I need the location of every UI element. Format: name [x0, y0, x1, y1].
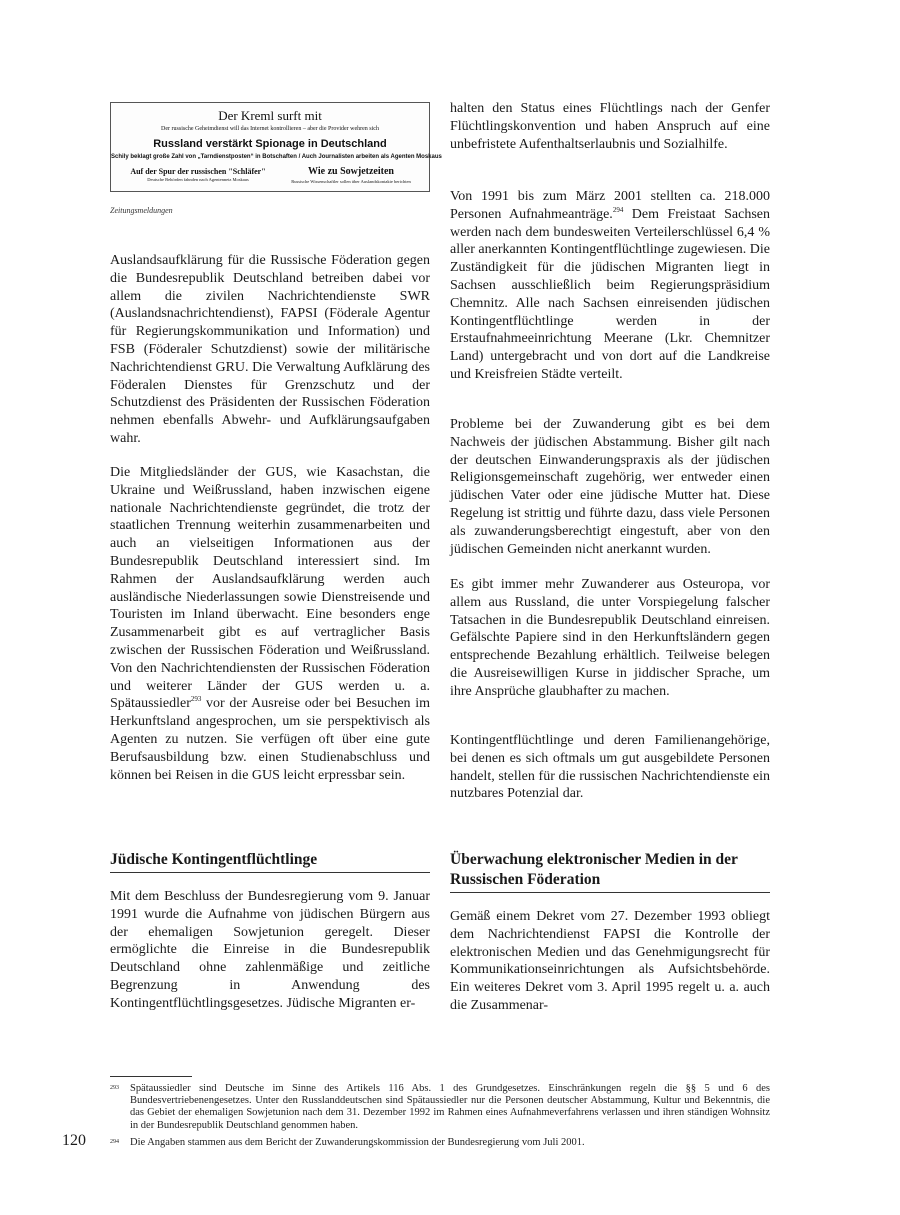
- clipping-subline: Russische Wissenschaftler sollen über Auslandskontakte berichten: [291, 179, 411, 184]
- clipping-subline: Schily beklagt große Zahl von „Tarndienstposten“ in Botschaften / Auch Journalisten arbeiten als Agenten Moskaus: [111, 154, 442, 160]
- footnote-divider: [110, 1076, 192, 1077]
- clipping-headline: Auf der Spur der russischen "Schläfer": [130, 167, 266, 176]
- footnote: [110, 1137, 770, 1149]
- newspaper-clipping-image: [110, 102, 442, 192]
- paragraph-text: vor der Ausreise oder bei Besuchen im Herkunftsland angesprochen, um sie perspektivisch als Agenten zu nutzen. Sie verfügen oft über eine gute Berufsausbildung bzw. einen Studienabschluss und können bei Reisen in die GUS leicht erpressbar sein.: [110, 696, 430, 783]
- footnote-number: 294: [110, 1139, 119, 1145]
- footnote-text: Die Angaben stammen aus dem Bericht der Zuwanderungskommission der Bundesregierung vom Juli 2001.: [130, 1137, 585, 1148]
- body-paragraph: Kontingentflüchtlinge und deren Familienangehörige, bei denen es sich oftmals um gut ausgebildete Personen handelt, stellen für die russischen Nachrichtendienste ein nutzbares Potenzial dar.: [450, 733, 770, 802]
- clipping-headline: Der Kreml surft mit: [218, 108, 322, 123]
- clipping-headline: Russland verstärkt Spionage in Deutschland: [153, 138, 387, 150]
- body-paragraph: [450, 188, 770, 384]
- body-paragraph: halten den Status eines Flüchtlings nach der Genfer Flüchtlingskonvention und haben Anspruch auf eine unbefristete Aufenthaltserlaubnis und Sozialhilfe.: [450, 101, 770, 152]
- body-paragraph: Gemäß einem Dekret vom 27. Dezember 1993 obliegt dem Nachrichtendienst FAPSI die Kontrolle der elektronischen Medien und das Genehmigungsrecht für Kommunikationseinrichtungen als Aufsichtsbehörde. Ein weiteres Dekret vom 3. April 1995 regelt u. a. auch die Zusammenar-: [450, 909, 770, 1013]
- section-heading: Überwachung elektronischer Medien in der Russischen Föderation: [450, 850, 770, 893]
- footnote-ref: 294: [612, 205, 624, 214]
- figure-caption: Zeitungsmeldungen: [110, 206, 173, 215]
- paragraph-text: Von 1991 bis zum März 2001 stellten ca. 218.000 Personen Aufnahmeanträge.: [450, 189, 770, 222]
- footnote-text: Spätaussiedler sind Deutsche im Sinne des Artikels 116 Abs. 1 des Grundgesetzes. Einschränkungen regeln die §§ 5 und 6 des Bundesvertriebenengesetzes. Unter den Russlanddeutschen sind Spätaussiedler nur die Personen deutscher Abstammung, Kultur und Bekenntnis, die das Gebiet der ehemaligen Sowjetunion nach dem 31. Dezember 1992 im Rahmen eines Aufnahmeverfahrens verlassen und ihren ständigen Wohnsitz in der Bundesrepublik Deutschland genommen haben.: [130, 1083, 770, 1131]
- footnote: [110, 1083, 770, 1132]
- page-number: 120: [62, 1132, 86, 1149]
- paragraph-text: Dem Freistaat Sachsen werden nach dem bundesweiten Verteilerschlüssel 6,4 % aller anerkannten Kontingentflüchtlinge zugewiesen. Die Zuständigkeit für die jüdischen Migranten liegt in Sachsen ausschließlich beim Regierungspräsidium Chemnitz. Alle nach Sachsen einreisenden jüdischen Kontingentflüchtlinge werden in der Erstaufnahmeeinrichtung Meerane (Lkr. Chemnitzer Land) untergebracht und von dort auf die Landkreise und Kreisfreien Städte verteilt.: [450, 206, 771, 382]
- clipping-subline: Deutsche Behörden fahnden nach Agentennetz Moskaus: [147, 177, 249, 182]
- clipping-subline: Der russische Geheimdienst will das Internet kontrollieren – aber die Provider wehren sich: [161, 126, 379, 132]
- footnote-number: 293: [110, 1085, 119, 1091]
- paragraph-text: Die Mitgliedsländer der GUS, wie Kasachstan, die Ukraine und Weißrussland, haben inzwischen eigene nationale Nachrichtendienste gegründet, die trotz der staatlichen Trennung weiterhin zusammenarbeiten und auch an vielseitigen Informationen aus der Bundesrepublik Deutschland interessiert sind. Im Rahmen der Auslandsaufklärung werden auch ausländische Niederlassungen sowie Dienstreisende und Touristen im Inland überwacht. Eine besonders enge Zusammenarbeit gibt es auf vertraglicher Basis zwischen der Russischen Föderation und Weißrussland. Von den Nachrichtendiensten der Russischen Föderation und weiterer Länder der GUS werden u. a. Spätaussiedler: [110, 465, 430, 712]
- body-paragraph: Es gibt immer mehr Zuwanderer aus Osteuropa, vor allem aus Russland, die unter Vorspiegelung falscher Tatsachen in die Bundesrepublik Deutschland einreisen. Gefälschte Papiere sind in den Herkunftsländern gegen entsprechende Bezahlung erhältlich. Teilweise belegen die Ausreisewilligen Kurse in jiddischer Sprache, um ihre Ansprüche glaubhafter zu machen.: [450, 577, 770, 699]
- body-paragraph: Mit dem Beschluss der Bundesregierung vom 9. Januar 1991 wurde die Aufnahme von jüdischen Bürgern aus der ehemaligen Sowjetunion geregelt. Dieser ermöglichte die Einreise in die Bundesrepublik Deutschland ohne zahlenmäßige und zeitliche Begrenzung in Anwendung des Kontingentflüchtlingsgesetzes. Jüdische Migranten er-: [110, 889, 430, 1011]
- clipping-headline: Wie zu Sowjetzeiten: [308, 166, 394, 177]
- body-paragraph: Probleme bei der Zuwanderung gibt es bei dem Nachweis der jüdischen Abstammung. Bisher gilt nach der deutschen Einwanderungspraxis als der jüdischen Religionsgemeinschaft zugehörig, wer entweder einen jüdischen Vater oder eine jüdische Mutter hat. Diese Regelung ist strittig und führte dazu, dass viele Personen als zuwanderungsberechtigt eingestuft, aber von den jüdischen Gemeinden nicht anerkannt wurden.: [450, 417, 770, 557]
- section-heading: Jüdische Kontingentflüchtlinge: [110, 850, 430, 873]
- body-paragraph: Auslandsaufklärung für die Russische Föderation gegen die Bundesrepublik Deutschland betreiben dabei vor allem die zivilen Nachrichtendienste SWR (Auslandsnachrichtendienst), FAPSI (Föderale Agentur für Regierungskommunikation und Information) und FSB (Föderaler Schutzdienst) sowie der militärische Nachrichtendienst GRU. Die Verwaltung Aufklärung des Föderalen Dienstes für Grenzschutz und der Schutzdienst des Präsidenten der Russischen Föderation nehmen ebenfalls Abwehr- und Aufklärungsaufgaben wahr.: [110, 253, 430, 446]
- footnote-ref: 293: [190, 695, 202, 704]
- body-paragraph: [110, 464, 430, 784]
